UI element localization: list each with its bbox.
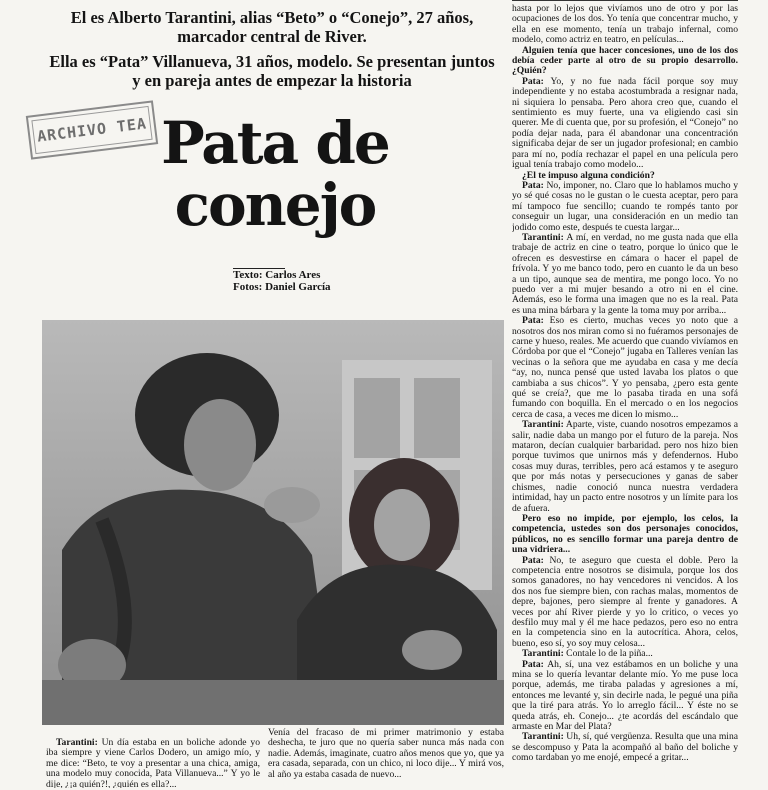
- interview-answer: [512, 4, 738, 46]
- speaker-label: Tarantini:: [522, 648, 564, 660]
- interview-answer: [512, 420, 738, 514]
- interview-answer: [512, 316, 738, 420]
- couple-photo-illustration: [42, 320, 504, 725]
- headline-line-1: Pata de: [161, 109, 389, 177]
- headline-line-2: conejo: [174, 171, 376, 239]
- headline: [150, 109, 400, 239]
- column-rule: [512, 0, 738, 1]
- speaker-label: Tarantini:: [522, 231, 564, 243]
- paragraph-text: Yo, y no fue nada fácil porque soy muy independiente y no estaba acostumbrada a resignar nada, ni siquiera lo pensaba. Pero ahora creo que, cuando el sentimiento es muy fuerte, una va eligiendo casi sin querer. Me di cuenta que, por su profesión, el “Conejo” no podía dejar nada, para él abandonar una concentración significaba dejar de ser un jugador profesional; en cambio para mí no, podía rechazar el papel en una película pero igual tenía trabajo como modelo...: [512, 75, 738, 171]
- speaker-label: Tarantini:: [522, 731, 564, 743]
- credits: [233, 268, 331, 293]
- speaker-label: Pata:: [522, 75, 544, 87]
- paragraph-text: Ah, sí, una vez estábamos en un boliche y una mina se lo quería levantar delante mío. Yo me puse loca porque, además, me tiraba paladas y agresiones a mí, entonces me levanté y, sin decirle nada, le pegué una piña que la tiré para atrás. Yo lo arreglo fácil... Y éste no se queda atrás, eh. Conejo... ¿te acordás del escándalo que armaste en Mar del Plata?: [512, 658, 738, 733]
- paragraph-text: No, te aseguro que cuesta el doble. Pero la competencia entre nosotros se disimula, porque los dos somos ganadores, no hay vencedores ni vencidos. A los dos nos fue siempre bien, con rachas malas, momentos de depre, bajones, pero siempre al frente y ganadores. A veces por ahí River pierde y yo lo critico, o veces yo desfilo muy mal y él me hace pedazos, pero eso no entra en la competencia sino en la autocrítica. Ahora, celos, bueno, eso sí, yo soy muy celosa...: [512, 554, 738, 649]
- bottom-middle-paragraph: Venía del fracaso de mi primer matrimonio y estaba deshecha, te juro que no quería saber nunca más nada con nadie. Además, imaginate, cuatro años menos que yo, que ya era casada, separada, con un chico, ni loco dije... Y mirá vos, al año ya estaba casada de nuevo...: [268, 728, 504, 780]
- paragraph-text: ¿El te impuso alguna condición?: [522, 169, 655, 181]
- article-right-column: [512, 4, 738, 788]
- speaker-label: Tarantini:: [56, 738, 98, 748]
- speaker-label: Pata:: [522, 554, 544, 566]
- paragraph-text: Alguien tenía que hacer concesiones, uno de los dos debía ceder parte al otro de su propio desarrollo. ¿Quién?: [512, 44, 738, 77]
- interview-question: [512, 514, 738, 556]
- paragraph-text: hasta por lo lejos que vivíamos uno de otro y por las ocupaciones de los dos. Yo tenía que concentrar mucho, y ella en ese momento, tenía un trabajo infernal, como modelo, como actriz en teatro, en películas...: [512, 4, 738, 46]
- article-bottom-middle-column: [268, 728, 504, 788]
- speaker-label: Tarantini:: [522, 419, 564, 431]
- paragraph-text: A mí, en verdad, no me gusta nada que ella trabaje de actriz en cine o teatro, porque lo único que le ofrecen es desvestirse en cámara o hacer el papel de frívola. Y yo me banco todo, pero en cuanto le da un beso a un tipo, aunque sea de mentira, me pongo loco. Yo no puedo ver a mi mujer besando a otro ni en el cine. Además, eso le forma una imagen que no es la real. Pata es una mina bárbara y la gente la toma muy por arriba...: [512, 231, 738, 316]
- paragraph-text: No, imponer, no. Claro que lo hablamos mucho y yo sé qué cosas no le gustan o le cuesta aceptar, pero para mí tampoco fue sencillo; cuando te rompés tanto por conseguir un lugar, una consideración en un medio tan jodido como este, después te cuesta largar...: [512, 179, 738, 233]
- intro-deck: [46, 8, 498, 96]
- interview-answer: [512, 77, 738, 171]
- credits-photos: Fotos: Daniel García: [233, 281, 331, 293]
- credits-text: Texto: Carlos Ares: [233, 269, 321, 281]
- paragraph-text: Pero eso no impide, por ejemplo, los celos, la competencia, ustedes son dos personajes conocidos, públicos, no es sencillo formar una pareja dentro de una vidriera...: [512, 512, 738, 556]
- interview-answer: [512, 660, 738, 733]
- intro-line-1: El es Alberto Tarantini, alias “Beto” o “Conejo”, 27 años, marcador central de River.: [70, 8, 474, 46]
- archive-stamp: [26, 100, 158, 159]
- archive-stamp-text: ARCHIVO TEA: [31, 106, 152, 154]
- paragraph-text: Contale lo de la piña...: [566, 648, 653, 660]
- interview-answer: [512, 181, 738, 233]
- couple-photo: [42, 320, 504, 725]
- paragraph-text: Uh, sí, qué vergüenza. Resulta que una mina se descompuso y Pata la acompañó al baño del boliche y como tardaban yo me enojé, empecé a gritar...: [512, 731, 738, 764]
- speaker-label: Pata:: [522, 179, 544, 191]
- interview-answer: [512, 556, 738, 650]
- paragraph-text: Aparte, viste, cuando nosotros empezamos a salir, nadie daba un mango por el futuro de la pareja. Nos mataron, decían cualquier barbaridad. pero nos hizo bien porque tuvimos que unirnos más y defendernos. Hubo cosas muy duras, terribles, pero acá estamos y te aseguro que por más notas y persecuciones y ganas de saber chismes, nadie conoció nunca nuestra verdadera intimidad, hay un pacto entre nosotros y un límite para los de afuera.: [512, 419, 738, 514]
- speaker-label: Pata:: [522, 315, 544, 327]
- bottom-left-paragraph: [46, 738, 260, 788]
- paragraph-text: Un día estaba en un boliche adonde yo iba siempre y viene Carlos Dodero, un amigo mío, y me dice: “Beto, te voy a presentar a una chica, amiga, una modelo muy conocida, Pata Villanueva...” Y yo le dije, ¿¡a quién?!, ¿quién es ella?...: [46, 738, 260, 788]
- paragraph-text: Eso es cierto, muchas veces yo noto que a nosotros dos nos miran como si no fuéramos personajes de carne y hueso, reales. Me acuerdo que cuando vivíamos en Córdoba por que el “Conejo” jugaba en Talleres venían las vecinas o la señora que me ayudaba en casa y me decía “ay, no, nunca pensé que usted lavaba los platos o que cambiaba a sus chicos”. Y yo pensaba, ¿pero esta gente qué se creía?, que me lo pasaba tirada en una sofá fumando con boquilla. En el mercado o en los negocios cerca de casa, a veces me dicen lo mismo...: [512, 315, 738, 420]
- interview-question: [512, 46, 738, 77]
- speaker-label: Pata:: [522, 658, 544, 670]
- interview-answer: [512, 233, 738, 316]
- interview-answer: [512, 732, 738, 763]
- article-bottom-left-column: [46, 738, 260, 788]
- intro-line-2: Ella es “Pata” Villanueva, 31 años, modelo. Se presentan juntos y en pareja antes de empezar la historia: [49, 52, 495, 90]
